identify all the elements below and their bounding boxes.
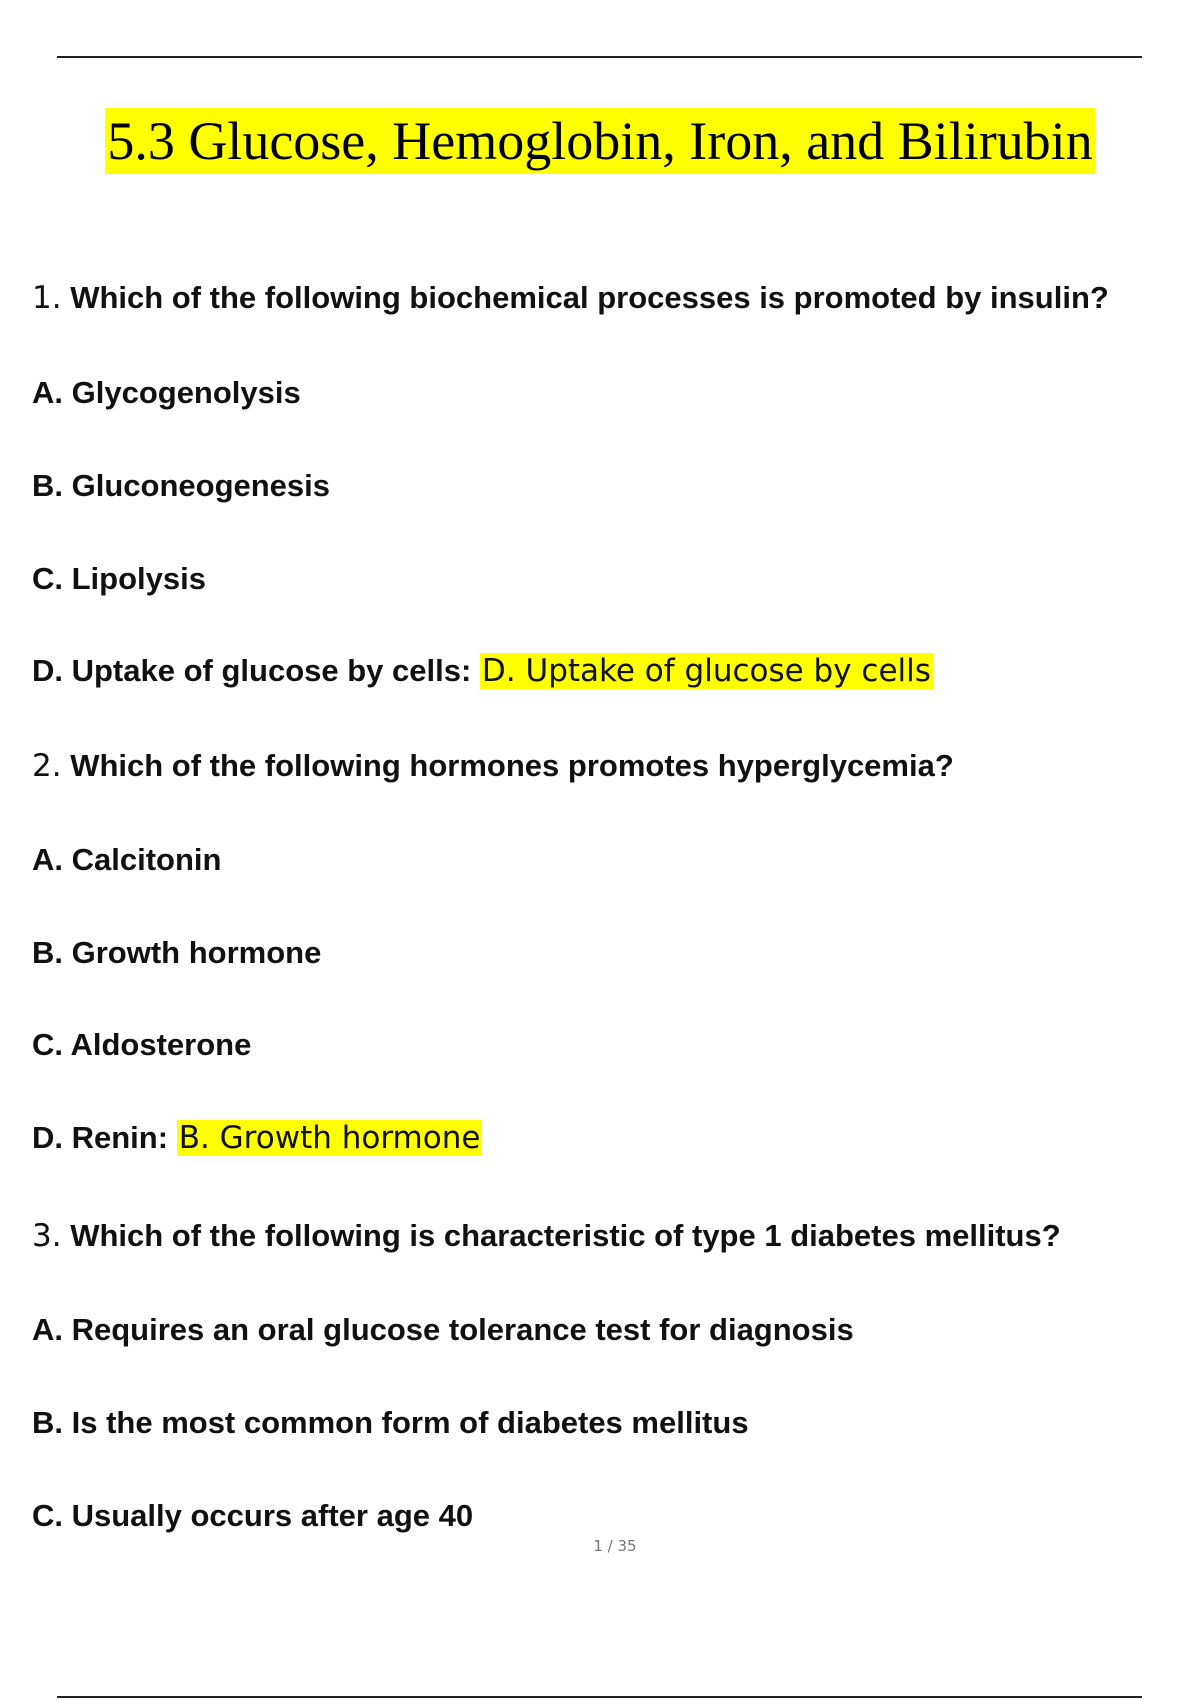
- question-2-number: 2.: [32, 748, 62, 784]
- question-1: [32, 278, 1109, 318]
- question-2-text: Which of the following hormones promotes hyperglycemia?: [70, 748, 954, 783]
- question-1-option-d-label: D. Uptake of glucose by cells:: [32, 653, 472, 688]
- question-2: [32, 746, 954, 786]
- question-2-option-a: A. Calcitonin: [32, 842, 222, 877]
- question-1-text: Which of the following biochemical processes is promoted by insulin?: [70, 280, 1109, 315]
- question-2-answer: B. Growth hormone: [178, 1120, 481, 1156]
- question-2-option-b: B. Growth hormone: [32, 935, 322, 970]
- question-1-option-b: B. Gluconeogenesis: [32, 468, 331, 503]
- question-2-option-d-label: D. Renin:: [32, 1120, 169, 1155]
- question-1-option-a: A. Glycogenolysis: [32, 375, 301, 410]
- bottom-rule: [57, 1696, 1142, 1698]
- question-2-option-c: C. Aldosterone: [32, 1027, 252, 1062]
- question-3: [32, 1216, 1061, 1256]
- title-container: [0, 108, 1200, 174]
- question-3-option-a: A. Requires an oral glucose tolerance test for diagnosis: [32, 1312, 854, 1347]
- question-3-option-b: B. Is the most common form of diabetes mellitus: [32, 1405, 749, 1440]
- question-1-answer: D. Uptake of glucose by cells: [481, 653, 931, 689]
- question-2-option-d: [32, 1118, 482, 1158]
- question-3-option-c: C. Usually occurs after age 40: [32, 1498, 474, 1533]
- question-1-option-c: C. Lipolysis: [32, 561, 206, 596]
- top-rule: [57, 56, 1142, 58]
- question-3-number: 3.: [32, 1218, 62, 1254]
- question-1-number: 1.: [32, 280, 62, 316]
- page-number: 1 / 35: [593, 1537, 637, 1555]
- page-title: 5.3 Glucose, Hemoglobin, Iron, and Bilirubin: [105, 108, 1094, 174]
- question-3-text: Which of the following is characteristic of type 1 diabetes mellitus?: [70, 1218, 1061, 1253]
- question-1-option-d: [32, 651, 933, 691]
